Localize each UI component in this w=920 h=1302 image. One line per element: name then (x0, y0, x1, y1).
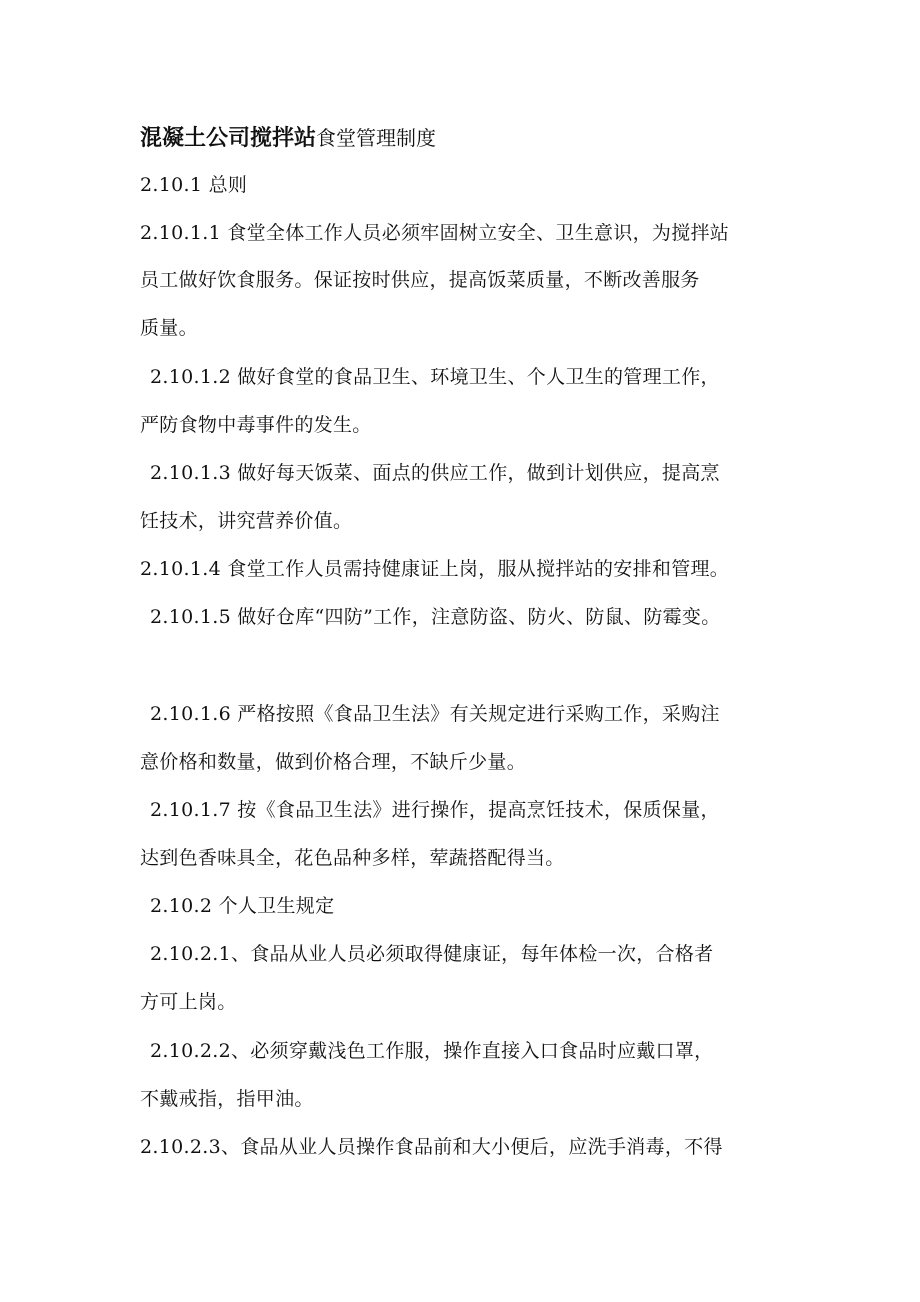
paragraph-line: 2.10.2.2、必须穿戴浅色工作服，操作直接入口食品时应戴口罩， (150, 1040, 714, 1062)
paragraph-line: 2.10.1.6 严格按照《食品卫生法》有关规定进行采购工作，采购注 (150, 703, 720, 725)
paragraph-line: 方可上岗。 (140, 991, 237, 1013)
paragraph-line: 员工做好饮食服务。保证按时供应，提高饭菜质量，不断改善服务 (140, 269, 700, 291)
paragraph-line: 饪技术，讲究营养价值。 (140, 510, 353, 532)
section-heading: 2.10.1 总则 (140, 174, 248, 196)
paragraph-line: 严防食物中毒事件的发生。 (140, 414, 372, 436)
paragraph-line: 2.10.2.3、食品从业人员操作食品前和大小便后，应洗手消毒，不得 (140, 1136, 723, 1158)
paragraph-line: 2.10.1.7 按《食品卫生法》进行操作，提高烹饪技术，保质保量， (150, 799, 720, 821)
title-subject: 食堂管理制度 (316, 126, 437, 150)
paragraph-line: 不戴戒指，指甲油。 (140, 1088, 314, 1110)
section-heading: 2.10.2 个人卫生规定 (150, 895, 335, 917)
paragraph-line: 质量。 (140, 317, 198, 339)
paragraph-line: 意价格和数量，做到价格合理，不缺斤少量。 (140, 751, 527, 773)
paragraph-line: 2.10.1.1 食堂全体工作人员必须牢固树立安全、卫生意识，为搅拌站 (140, 222, 730, 244)
paragraph-line: 达到色香味具全，花色品种多样，荤蔬搭配得当。 (140, 847, 565, 869)
title-company: 混凝土公司搅拌站 (140, 125, 317, 151)
paragraph-line: 2.10.1.5 做好仓库“四防”工作，注意防盗、防火、防鼠、防霉变。 (150, 606, 721, 628)
document-title (140, 123, 436, 155)
paragraph-line: 2.10.1.4 食堂工作人员需持健康证上岗，服从搅拌站的安排和管理。 (140, 558, 730, 580)
paragraph-line: 2.10.2.1、食品从业人员必须取得健康证，每年体检一次，合格者 (150, 943, 714, 965)
paragraph-line: 2.10.1.3 做好每天饭菜、面点的供应工作，做到计划供应，提高烹 (150, 462, 720, 484)
paragraph-line: 2.10.1.2 做好食堂的食品卫生、环境卫生、个人卫生的管理工作， (150, 366, 720, 388)
